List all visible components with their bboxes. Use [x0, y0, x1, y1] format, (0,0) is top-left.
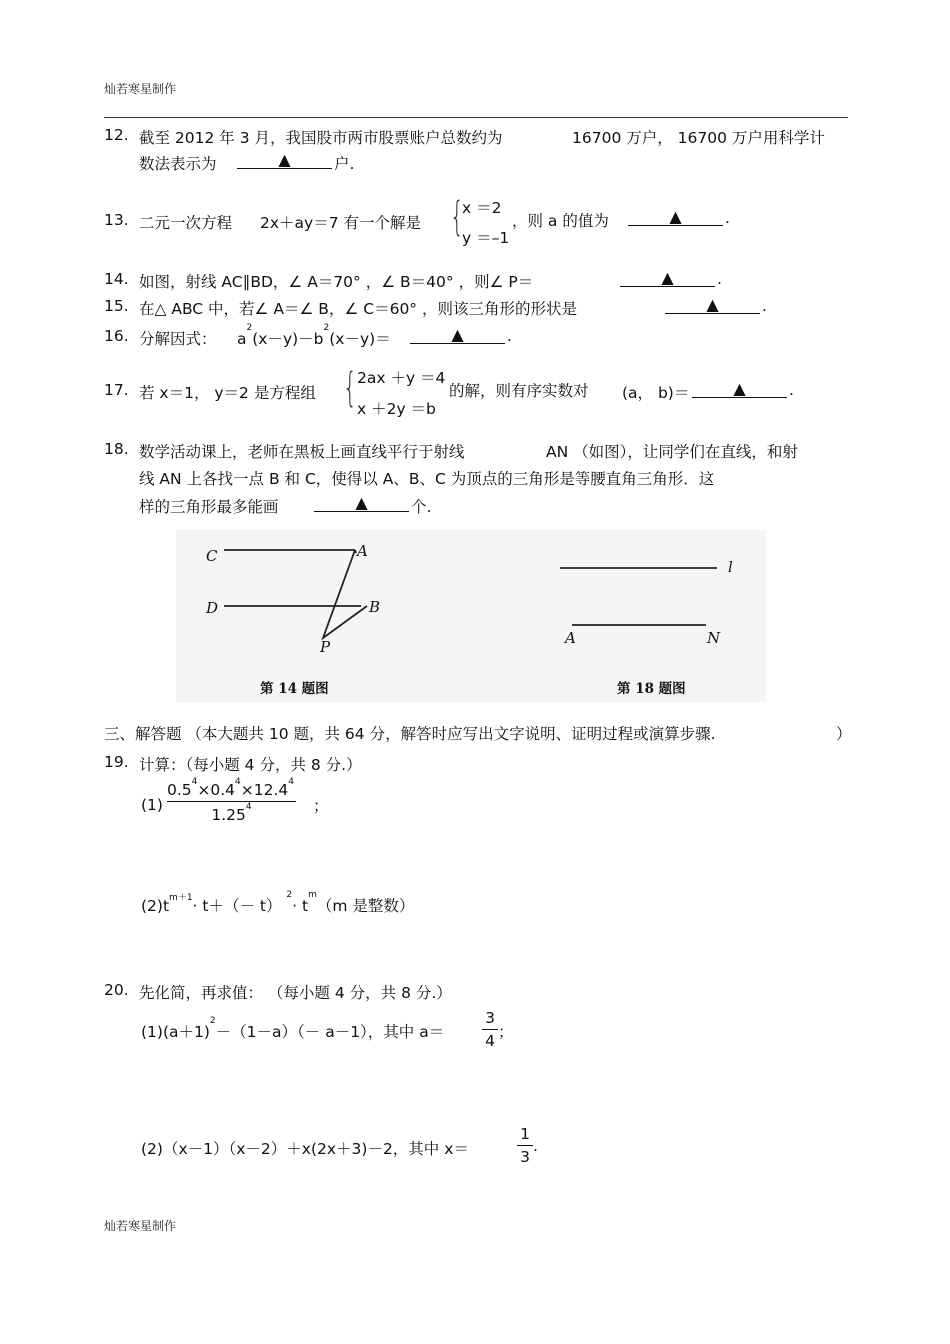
q12-text-2b: 户. [334, 155, 355, 173]
q16-expression: $a^2(x-y)-b^2(x-y)=$ [237, 323, 391, 348]
q12-text-1b: 16700 万户， 16700 万户用科学计 [572, 129, 825, 147]
left-brace-icon: { [343, 365, 357, 411]
q13-text-a: 二元一次方程 [139, 214, 233, 232]
q16-answer-blank[interactable] [410, 327, 505, 344]
fraction-denominator: 4 [485, 1032, 495, 1050]
q13-text-b: ，则 a 的值为 [512, 212, 609, 230]
q20-part1: $(1)(a+1)^2-(1-a)(- a-1)$，其中 a＝ [141, 1016, 445, 1041]
q14-number: 14. [104, 270, 129, 288]
q15-answer-blank[interactable] [665, 297, 760, 314]
q13-end: . [725, 209, 730, 227]
q19-part1-end: ； [313, 797, 329, 815]
label-a-18: A [565, 629, 576, 647]
q19-part2: $(2)t^{m+1}\cdot t+(- t)$ $^2\cdot t^m(m$ 是整数） [141, 890, 415, 915]
q13-system-eq1: x ＝2 [462, 199, 502, 217]
q14-text: 如图，射线 AC∥BD，∠ A＝70° ，∠ B＝40° ，则∠ P＝ [139, 273, 534, 291]
q17-text-b: 的解，则有序实数对 [449, 382, 589, 400]
q18-text-1b: AN （如图），让同学们在直线，和射 [546, 443, 798, 461]
fraction-denominator: 3 [520, 1148, 530, 1166]
triangle-marker-icon: ▲ [661, 268, 674, 287]
q19-part1-label: (1) [141, 796, 163, 814]
q19-number: 19. [104, 753, 129, 771]
q18-text-3b: 个. [411, 498, 432, 516]
q15-end: . [762, 297, 767, 315]
q20-number: 20. [104, 981, 129, 999]
triangle-marker-icon: ▲ [706, 295, 719, 314]
figure-18-caption: 第 18 题图 [617, 681, 686, 697]
label-b: B [369, 598, 381, 616]
q17-system-eq1: 2ax ＋y ＝4 [357, 369, 446, 387]
label-p: P [320, 638, 331, 656]
q16-end: . [507, 327, 512, 345]
q19-part1-fraction [167, 777, 296, 824]
q14-answer-blank[interactable] [620, 270, 715, 287]
section-3-title: 三、解答题 （本大题共 10 题，共 64 分，解答时应写出文字说明、证明过程或演算步骤. [104, 725, 716, 743]
figure-14-caption: 第 14 题图 [260, 681, 329, 697]
q18-text-1a: 数学活动课上，老师在黑板上画直线平行于射线 [139, 443, 465, 461]
q15-number: 15. [104, 297, 129, 315]
q13-system-eq2: y ＝–1 [462, 229, 510, 247]
label-n: N [707, 629, 721, 647]
q20-part2: (2)（x－1）（x－2）＋x(2x＋3)－2，其中 x＝ [141, 1140, 469, 1158]
q15-text: 在△ ABC 中，若∠ A＝∠ B，∠ C＝60° ，则该三角形的形状是 [139, 300, 577, 318]
q13-equation: 2x＋ay＝7 有一个解是 [260, 214, 421, 232]
header-rule [104, 117, 848, 118]
q16-text: 分解因式： [139, 330, 217, 348]
q18-text-3a: 样的三角形最多能画 [139, 498, 279, 516]
left-brace-icon: { [450, 194, 464, 240]
q18-number: 18. [104, 440, 129, 458]
q12-number: 12. [104, 126, 129, 144]
q14-end: . [717, 270, 722, 288]
q13-answer-blank[interactable] [628, 209, 723, 226]
q18-text-2: 线 AN 上各找一点 B 和 C，使得以 A、B、C 为顶点的三角形是等腰直角三角形．这 [139, 470, 715, 488]
q20-part2-fraction [517, 1125, 533, 1166]
triangle-marker-icon: ▲ [278, 150, 291, 169]
page-header: 灿若寒星制作 [104, 82, 177, 96]
q20-part1-fraction [482, 1009, 498, 1050]
fraction-numerator: 1 [517, 1125, 533, 1146]
label-d: D [206, 599, 219, 617]
triangle-marker-icon: ▲ [669, 207, 682, 226]
q20-title: 先化简，再求值： （每小题 4 分，共 8 分.） [139, 984, 452, 1002]
q16-number: 16. [104, 327, 129, 345]
q20-part2-end: . [533, 1137, 538, 1155]
figure-18 [560, 568, 717, 625]
q17-system-eq2: x ＋2y ＝b [357, 400, 436, 418]
q13-number: 13. [104, 211, 129, 229]
q18-answer-blank[interactable] [314, 495, 409, 512]
section-3-close: ） [836, 725, 852, 743]
page-footer: 灿若寒星制作 [104, 1219, 177, 1233]
triangle-marker-icon: ▲ [733, 379, 746, 398]
fraction-numerator: 3 [482, 1009, 498, 1030]
q17-text-c: (a， b)＝ [622, 384, 690, 402]
label-c: C [206, 547, 218, 565]
triangle-path-apb [323, 550, 367, 638]
q12-text-2a: 数法表示为 [139, 155, 217, 173]
fraction-numerator: $0.5^4\times 0.4^4\times 12.4^4$ [167, 781, 296, 802]
label-l: l [728, 558, 733, 576]
q12-text-1a: 截至 2012 年 3 月，我国股市两市股票账户总数约为 [139, 129, 503, 147]
q19-title: 计算：（每小题 4 分，共 8 分.） [139, 756, 362, 774]
q12-answer-blank[interactable] [237, 152, 332, 169]
q20-part1-end: ； [498, 1023, 514, 1041]
figures-panel [176, 530, 766, 702]
q17-end: . [789, 381, 794, 399]
fraction-denominator: 1.25$^4$ [211, 802, 252, 824]
q17-answer-blank[interactable] [692, 381, 787, 398]
triangle-marker-icon: ▲ [355, 493, 368, 512]
q17-number: 17. [104, 381, 129, 399]
label-a: A [357, 542, 368, 560]
q17-text-a: 若 x＝1， y＝2 是方程组 [139, 384, 316, 402]
triangle-marker-icon: ▲ [451, 325, 464, 344]
figure-14 [224, 550, 367, 638]
